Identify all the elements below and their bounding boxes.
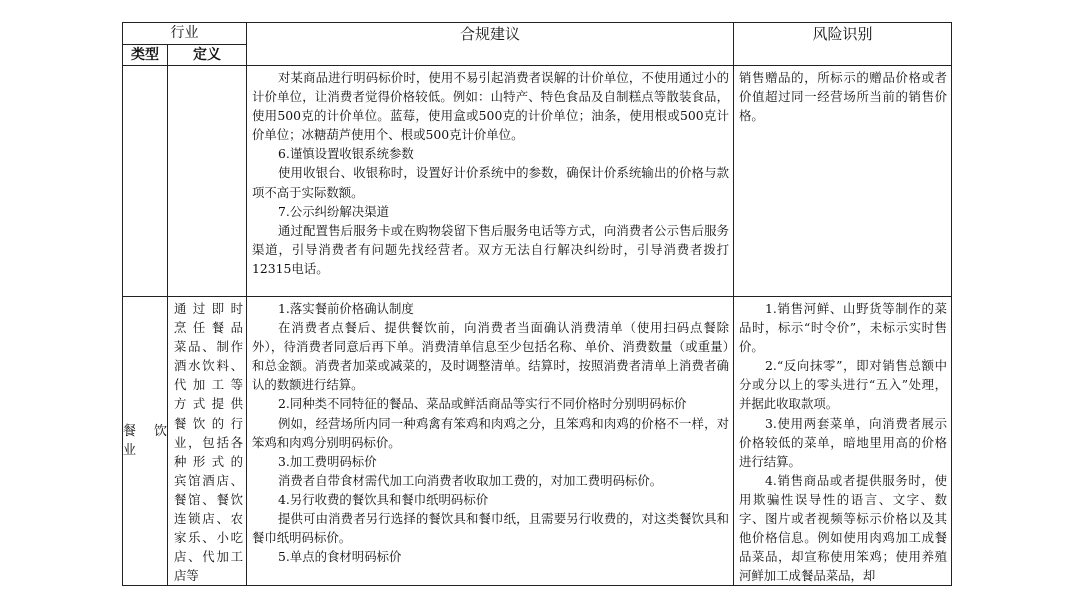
compliance-paragraph: 消费者自带食材需代加工向消费者收取加工费的，对加工费明码标价。 (278, 472, 663, 488)
risk-cell (734, 66, 952, 297)
definition-line: 方式提供 (174, 396, 243, 412)
compliance-heading: 5.单点的食材明码标价 (278, 549, 402, 565)
type-cell (123, 297, 168, 586)
definition-cell (168, 297, 247, 586)
compliance-heading: 2.同种类不同特征的餐品、菜品或鲜活商品等实行不同价格时分别明码标价 (278, 396, 687, 412)
table-row (123, 297, 952, 586)
header-row-1 (123, 23, 952, 45)
compliance-paragraph: 通过配置售后服务卡或在购物袋留下售后服务电话等方式，向消费者公示售后服务渠道，引导消费者有问题先找经营者。双方无法自行解决纠纷时，引导消费者拨打12315电话。 (252, 222, 729, 276)
definition-line: 代加工等 (174, 377, 243, 393)
compliance-paragraph: 提供可由消费者另行选择的餐饮具和餐巾纸，且需要另行收费的，对这类餐饮具和餐巾纸明码标价。 (252, 511, 729, 546)
definition-line: 餐馆、餐饮 (174, 491, 243, 507)
definition-line: 餐饮的行 (174, 415, 243, 431)
header-risk: 风险识别 (734, 23, 952, 66)
definition-line: 店、代加工 (174, 549, 243, 565)
risk-paragraph: 3.使用两套菜单，向消费者展示价格较低的菜单，暗地里用高的价格进行结算。 (739, 415, 947, 469)
type-label-line: 业 (123, 443, 137, 459)
definition-line: 店等 (174, 568, 199, 584)
header-compliance: 合规建议 (247, 23, 734, 66)
definition-line: 连锁店、农 (174, 511, 243, 527)
type-label-line: 餐饮 (123, 424, 167, 440)
compliance-cell (247, 297, 734, 586)
definition-cell (168, 66, 247, 297)
compliance-paragraph: 使用收银台、收银称时，设置好计价系统中的参数，确保计价系统输出的价格与款项不高于实际数额。 (252, 165, 729, 200)
compliance-cell (247, 66, 734, 297)
compliance-paragraph: 对某商品进行明码标价时，使用不易引起消费者误解的计价单位，不使用通过小的计价单位，让消费者觉得价格较低。例如：山特产、特色食品及自制糕点等散装食品，使用500克的计价单位。蓝莓，使用盒或500克的计价单位；油条，使用根或500克计价单位；冰糖葫芦使用个、根或500克计价单位。 (252, 70, 729, 143)
type-cell (123, 66, 168, 297)
compliance-heading: 6.谨慎设置收银系统参数 (278, 146, 414, 162)
header-definition: 定义 (168, 45, 247, 66)
compliance-table (122, 22, 952, 586)
header-industry: 行业 (123, 23, 247, 45)
definition-line: 烹任餐品 (174, 320, 243, 336)
definition-line: 种形式的 (174, 453, 243, 469)
compliance-paragraph: 例如，经营场所内同一种鸡禽有笨鸡和肉鸡之分，且笨鸡和肉鸡的价格不一样，对笨鸡和肉鸡分别明码标价。 (252, 415, 729, 450)
risk-paragraph: 1.销售河鲜、山野货等制作的菜品时，标示“时令价”，未标示实时售价。 (739, 301, 947, 355)
definition-line: 家乐、小吃 (174, 530, 243, 546)
risk-paragraph: 2.“反向抹零”，即对销售总额中分或分以上的零头进行“五入”处理，并据此收取款项。 (739, 358, 947, 412)
definition-line: 菜品、制作 (174, 339, 243, 355)
compliance-paragraph: 在消费者点餐后、提供餐饮前，向消费者当面确认消费清单（使用扫码点餐除外），待消费者同意后再下单。消费清单信息至少包括名称、单价、消费数量（或重量）和总金额。消费者加菜或减菜的，及时调整清单。结算时，按照消费者清单上消费者确认的数额进行结算。 (252, 320, 729, 393)
compliance-heading: 3.加工费明码标价 (278, 453, 377, 469)
definition-line: 通过即时 (174, 301, 243, 316)
risk-paragraph: 销售赠品的，所标示的赠品价格或者价值超过同一经营场所当前的销售价格。 (739, 70, 947, 124)
risk-cell (734, 297, 952, 586)
definition-line: 酒水饮料、 (174, 358, 243, 374)
definition-line: 业，包括各 (174, 434, 243, 450)
header-type: 类型 (123, 45, 168, 66)
table-row (123, 66, 952, 297)
compliance-heading: 4.另行收费的餐饮具和餐巾纸明码标价 (278, 491, 489, 507)
risk-paragraph: 4.销售商品或者提供服务时，使用欺骗性误导性的语言、文字、数字、图片或者视频等标示价格以及其他价格信息。例如使用肉鸡加工成餐品菜品，却宣称使用笨鸡；使用养殖河鲜加工成餐品菜品，却 (739, 472, 947, 584)
definition-line: 宾馆酒店、 (174, 472, 243, 488)
compliance-heading: 7.公示纠纷解决渠道 (278, 203, 389, 219)
compliance-heading: 1.落实餐前价格确认制度 (278, 301, 414, 316)
